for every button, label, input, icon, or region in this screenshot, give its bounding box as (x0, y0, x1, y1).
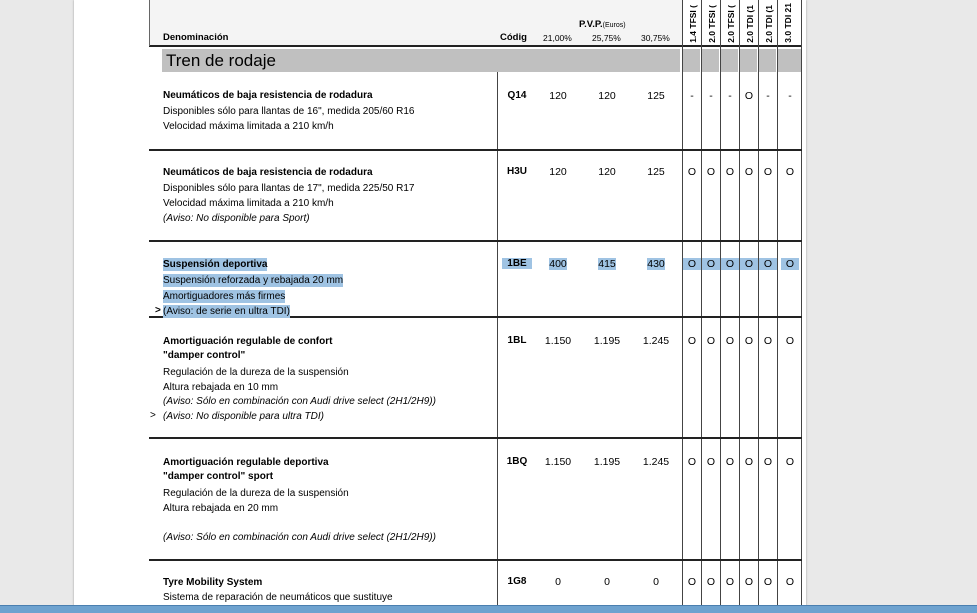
row-line: Disponibles sólo para llantas de 17", medida 225/50 R17 (163, 183, 415, 194)
price-21: 1.150 (544, 335, 572, 347)
row-line: (Aviso: Sólo en combinación con Audi drive select (2H1/2H9)) (163, 396, 436, 407)
price-21 (538, 258, 578, 270)
option-cell: O (725, 456, 735, 468)
option-cell: O (706, 166, 716, 178)
header-pvp-label: P.V.P. (579, 19, 603, 30)
price-25: 0 (604, 576, 610, 588)
option-cell: O (744, 456, 754, 468)
price-30: 1.245 (642, 456, 670, 468)
option-cell: O (687, 335, 697, 347)
option-cell: O (721, 258, 739, 270)
engine-col-4 (741, 0, 759, 44)
option-cell: O (744, 335, 754, 347)
row-line: (Aviso: No disponible para ultra TDI) (163, 411, 324, 422)
option-cell: O (683, 258, 701, 270)
option-cell: O (687, 456, 697, 468)
option-cell: O (785, 576, 795, 588)
row-line: Velocidad máxima limitada a 210 km/h (163, 198, 334, 209)
option-cell: O (763, 576, 773, 588)
header-tax-3: 30,75% (641, 33, 670, 43)
change-marker: > (155, 305, 161, 316)
engine-label-6: 3.0 TDI 21 (783, 3, 793, 43)
price-30: 1.245 (642, 335, 670, 347)
option-cell: O (706, 576, 716, 588)
option-cell: O (744, 576, 754, 588)
engine-col-5 (760, 0, 778, 44)
header-denominacion: Denominación (163, 32, 229, 43)
row-separator (149, 437, 802, 439)
row-separator (149, 149, 802, 151)
row-code: 1G8 (507, 576, 527, 587)
price-30: 125 (647, 166, 665, 178)
row-title: "damper control" (163, 350, 246, 361)
grid-line (801, 0, 802, 606)
price-25: 1.195 (593, 335, 621, 347)
option-cell: O (687, 166, 697, 178)
section-cell (740, 49, 757, 72)
row-title: Suspensión deportiva (163, 259, 268, 270)
header-tax-2: 25,75% (592, 33, 621, 43)
option-cell: O (725, 335, 735, 347)
engine-col-3 (722, 0, 740, 44)
option-cell: - (728, 90, 732, 102)
row-line: Altura rebajada en 20 mm (163, 503, 279, 514)
option-cell: O (763, 166, 773, 178)
price-value: 430 (647, 258, 665, 270)
row-line: (Aviso: Sólo en combinación con Audi drive select (2H1/2H9)) (163, 532, 436, 543)
price-25: 120 (598, 90, 616, 102)
row-title: Neumáticos de baja resistencia de rodadura (163, 167, 373, 178)
row-line: Altura rebajada en 10 mm (163, 382, 279, 393)
option-cell: O (744, 90, 754, 102)
price-30 (636, 258, 676, 270)
price-value: 400 (549, 258, 567, 270)
row-code: H3U (506, 166, 527, 177)
row-line: Suspensión reforzada y rebajada 20 mm (163, 275, 344, 286)
option-cell: O (706, 335, 716, 347)
option-cell: O (763, 335, 773, 347)
grid-line (497, 72, 498, 606)
option-cell: O (759, 258, 777, 270)
grid-line (777, 0, 778, 606)
row-title: Neumáticos de baja resistencia de rodadura (163, 90, 373, 101)
header-divider (149, 45, 802, 47)
option-cell: O (763, 456, 773, 468)
header-tax-1: 21,00% (543, 33, 572, 43)
option-cell: O (706, 456, 716, 468)
price-30: 125 (647, 90, 665, 102)
option-cell: O (744, 166, 754, 178)
engine-label-2: 2.0 TFSI ( (707, 5, 717, 43)
row-line: Disponibles sólo para llantas de 16", medida 205/60 R16 (163, 106, 415, 117)
option-cell: O (725, 576, 735, 588)
row-line: Regulación de la dureza de la suspensión (163, 367, 349, 378)
engine-label-3: 2.0 TFSI ( (726, 5, 736, 43)
row-title: Amortiguación regulable deportiva (163, 457, 329, 468)
engine-label-1: 1.4 TFSI ( (688, 5, 698, 43)
option-cell: O (740, 258, 758, 270)
option-cell: - (709, 90, 713, 102)
section-cell (721, 49, 738, 72)
section-cell (778, 49, 801, 72)
header-pvp-unit: (Euros) (602, 22, 626, 29)
price-25: 120 (598, 166, 616, 178)
section-title-bar (162, 49, 680, 72)
section-cell (702, 49, 719, 72)
row-code: 1BQ (506, 456, 528, 467)
row-line: (Aviso: de serie en ultra TDI) (163, 306, 290, 317)
change-marker: > (150, 410, 156, 421)
option-cell: O (687, 576, 697, 588)
engine-label-5: 2.0 TDI (1 (764, 5, 774, 43)
row-line: Velocidad máxima limitada a 210 km/h (163, 121, 334, 132)
section-title: Tren de rodaje (166, 51, 276, 70)
price-25: 1.195 (593, 456, 621, 468)
row-separator (149, 240, 802, 242)
engine-col-2 (703, 0, 721, 44)
header-codigo: Códig (500, 32, 527, 43)
row-title: Amortiguación regulable de confort (163, 336, 333, 347)
row-separator (149, 559, 802, 561)
row-code: 1BE (502, 258, 532, 269)
engine-col-1 (684, 0, 702, 44)
row-line: Sistema de reparación de neumáticos que sustituye (163, 592, 393, 603)
price-25 (587, 258, 627, 270)
engine-label-4: 2.0 TDI (1 (745, 5, 755, 43)
option-cell: O (702, 258, 720, 270)
option-cell: O (785, 335, 795, 347)
price-value: 415 (598, 258, 616, 270)
row-line: (Aviso: No disponible para Sport) (163, 213, 310, 224)
grid-line (149, 0, 150, 46)
price-21: 1.150 (544, 456, 572, 468)
header-pvp (579, 19, 626, 30)
row-code: Q14 (507, 90, 527, 101)
section-cell (759, 49, 776, 72)
row-code: 1BL (507, 335, 527, 346)
price-21: 120 (549, 166, 567, 178)
price-21: 0 (555, 576, 561, 588)
engine-col-6 (779, 0, 797, 44)
row-title: "damper control" sport (163, 471, 274, 482)
option-cell: - (690, 90, 694, 102)
section-cell (683, 49, 700, 72)
option-cell: O (785, 166, 795, 178)
row-line: Amortiguadores más firmes (163, 291, 286, 302)
price-21: 120 (549, 90, 567, 102)
option-cell: O (785, 456, 795, 468)
option-cell: O (781, 258, 799, 270)
option-cell: - (766, 90, 770, 102)
option-cell: O (725, 166, 735, 178)
price-30: 0 (653, 576, 659, 588)
row-line: Regulación de la dureza de la suspensión (163, 488, 349, 499)
row-title: Tyre Mobility System (163, 577, 263, 588)
option-cell: - (788, 90, 792, 102)
